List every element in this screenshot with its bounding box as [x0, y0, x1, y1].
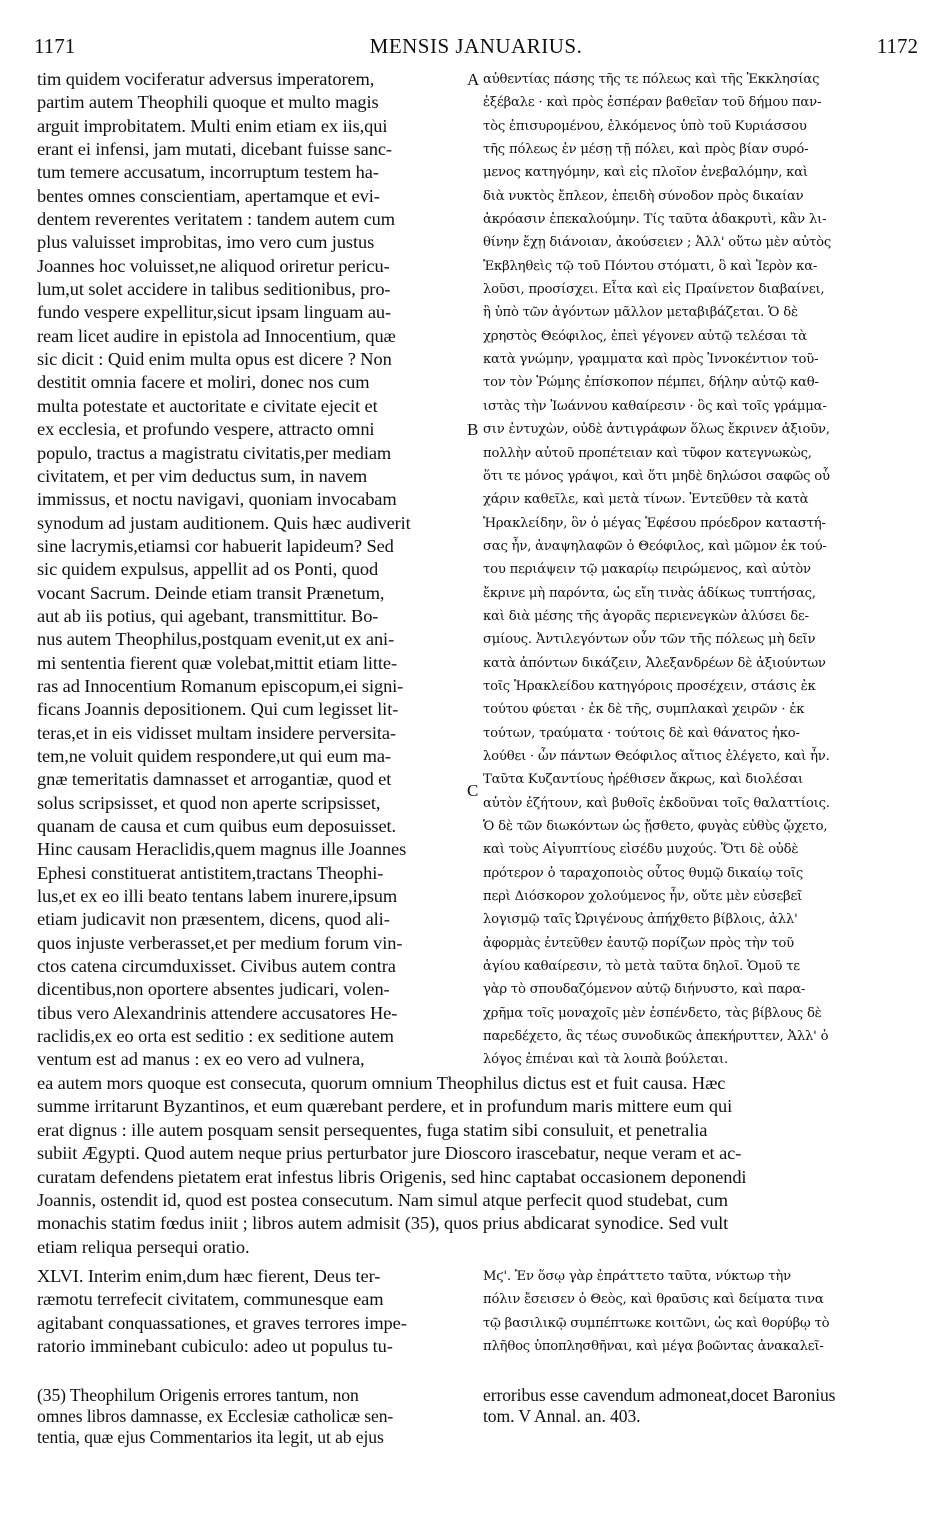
section-latin-line: XLVI. Interim enim,dum hæc fierent, Deus ter-: [37, 1266, 381, 1286]
latin-line: Hinc causam Heraclidis,quem magnus ille Joannes: [37, 839, 407, 860]
running-title: MENSIS JANUARIUS.: [369, 34, 583, 58]
greek-line: λούθει · ὧν πάντων Θεόφιλος αἴτιος ἐλέγετο, καὶ ἦν.: [483, 748, 830, 764]
left-page-number: 1171: [34, 34, 76, 58]
page-header: [30, 34, 922, 62]
latin-line: raclidis,ex eo orta est seditio : ex seditione autem: [37, 1026, 394, 1047]
greek-line: κατὰ ἀπόντων δικάζειν, Ἀλεξανδρέων δὲ ἀξιούντων: [483, 655, 826, 671]
full-width-text: [37, 1072, 921, 1259]
latin-line: Ephesi constituerat antistitem,tractans Theophi-: [37, 862, 384, 883]
greek-line: Ἐκβληθεὶς τῷ τοῦ Πόντου στόματι, ὃ καὶ Ἱερὸν κα-: [483, 258, 818, 274]
greek-line: ἔκρινε μὴ παρόντα, ὡς εἴη τινὰς ἀδίκως τυπτήσας,: [483, 585, 816, 601]
greek-line: ιστὰς τὴν Ἰωάννου καθαίρεσιν · ὃς καὶ τοῖς γράμμα-: [483, 398, 827, 414]
full-width-line: ea autem mors quoque est consecuta, quorum omnium Theophilus dictus est et fuit causa. Hæc: [37, 1073, 726, 1093]
latin-line: lum,ut solet accidere in talibus seditionibus, pro-: [37, 279, 391, 300]
latin-line: vocant Sacrum. Deinde etiam transit Prænetum,: [37, 582, 385, 603]
latin-line: sine lacrymis,etiamsi cor habuerit lapideum? Sed: [37, 535, 394, 556]
latin-line: fundo vespere expellitur,sicut ipsam linguam au-: [37, 302, 392, 323]
latin-line: immissus, et noctu navigavi, quoniam invocabam: [37, 489, 397, 510]
section-greek-line: τῷ βασιλικῷ συμπέπτωκε κοιτῶνι, ὡς καὶ θορύβῳ τὸ: [483, 1315, 830, 1331]
greek-line: κατὰ γνώμην, γραμματα καὶ πρὸς Ἰννοκέντιον τοῦ-: [483, 352, 819, 368]
section-latin-line: ræmotu terrefecit civitatem, communesque eam: [37, 1289, 384, 1310]
latin-line: ctos catena circumduxisset. Civibus autem contra: [37, 956, 396, 977]
latin-line: quos injuste verberasset,et per medium forum vin-: [37, 932, 403, 953]
greek-line: διὰ νυκτὸς ἔπλεον, ἐπειδὴ σύνοδον πρὸς δικαίαν: [483, 188, 804, 204]
greek-line: λοῦσι, προσίσχει. Εἶτα καὶ εἰς Πραίνετον διαβαίνει,: [483, 282, 825, 298]
greek-line: καὶ τοὺς Αἰγυπτίους εἰσέδυ μυχούς. Ὅτι δὲ οὐδὲ: [483, 842, 799, 858]
section-latin-line: ratorio imminebant cubiculo: adeo ut populus tu-: [37, 1336, 393, 1357]
greek-line: ἀκρόασιν ἐπεκαλούμην. Τίς ταῦτα ἀδακρυτὶ, κἂν λι-: [483, 212, 827, 228]
greek-line: σμίους. Ἀντιλεγόντων οὖν τῶν τῆς πόλεως μὴ δεῖν: [483, 632, 816, 648]
footnote-left: [37, 1385, 469, 1448]
greek-line: πολλὴν αὐτοῦ προπέτειαν καὶ τῦφον κατεγνωκὼς,: [483, 445, 812, 461]
latin-line: mi sententia fierent quæ volebat,mittit etiam litte-: [37, 652, 397, 673]
greek-line: ὅτι τε μόνος γράψοι, καὶ ὅτι μηδὲ δηλώσοι σαφῶς οὗ: [483, 468, 830, 484]
latin-line: aut ab iis potius, qui agebant, transmittitur. Bo-: [37, 605, 379, 626]
footnote-line: erroribus esse cavendum admoneat,docet Baronius: [483, 1385, 836, 1405]
footnote-line: tentia, quæ ejus Commentarios ita legit, ut ab ejus: [37, 1427, 384, 1447]
greek-line: ἁγίου καθαίρεσιν, τὸ μετὰ ταῦτα δηλοῖ. Ὁμοῦ τε: [483, 959, 800, 975]
footnote-line: omnes libros damnasse, ex Ecclesiæ catholicæ sen-: [37, 1406, 394, 1426]
greek-line: τούτου φύεται · ἐκ δὲ τῆς, συμπλακαὶ χειρῶν · ἐκ: [483, 702, 805, 718]
greek-line: τον τὸν Ῥώμης ἐπίσκοπον πέμπει, δήλην αὐτῷ καθ-: [483, 375, 819, 391]
latin-line: ficans Joannis depositionem. Qui cum legisset lit-: [37, 699, 399, 720]
latin-line: ex ecclesia, et profundo vespere, attracto omni: [37, 419, 375, 440]
latin-line: synodum ad justam auditionem. Quis hæc audiverit: [37, 512, 411, 533]
latin-line: solus scripsisset, et quod non aperte scripsisset,: [37, 792, 381, 813]
greek-line: καὶ διὰ μέσης τῆς ἀγορᾶς περιενεγκὼν ἁλύσει δε-: [483, 608, 809, 624]
latin-line: plus valuisset improbitas, imo vero cum justus: [37, 232, 375, 253]
greek-line: ἐξέβαλε · καὶ πρὸς ἑσπέραν βαθεῖαν τοῦ δήμου παν-: [483, 95, 822, 111]
greek-line: περὶ Διόσκορον χολούμενος ἦν, οὔτε μὲν εὐσεβεῖ: [483, 889, 803, 905]
section-greek-line: πλῆθος ὑποπλησθῆναι, καὶ μέγα βοῶντας ἀνακαλεῖ-: [483, 1339, 824, 1355]
greek-line: λόγος ἐπιέναι καὶ τὰ λοιπὰ βούλεται.: [483, 1052, 728, 1068]
footnote-right: [483, 1385, 921, 1427]
section-greek-line: Μϛ'. Ἐν ὅσῳ γὰρ ἐπράττετο ταῦτα, νύκτωρ τὴν: [483, 1269, 791, 1284]
latin-line: tum temere accusatum, incorruptum testem ha-: [37, 162, 379, 183]
full-width-line: subiit Ægypti. Quod autem neque prius perturbator jure Dioscoro irascebatur, neque veram et ac-: [37, 1143, 742, 1164]
margin-mark-c: C: [467, 781, 479, 800]
latin-line: ras ad Innocentium Romanum episcopum,ei signi-: [37, 675, 404, 696]
latin-line: erant ei infensi, jam mutati, dicebant fuisse sanc-: [37, 139, 392, 160]
greek-line: αὐτὸν ἐζήτουν, καὶ βυθοῖς ἐκδοῦναι τοῖς θαλαττίοις.: [483, 795, 830, 811]
greek-line: αὐθεντίας πάσης τῆς τε πόλεως καὶ τῆς Ἐκκλησίας: [483, 72, 820, 87]
latin-line: ventum est ad manus : ex eo vero ad vulnera,: [37, 1049, 365, 1070]
greek-line: πρότερον ὁ ταραχοποιὸς οὗτος θυμῷ δικαίῳ τοῖς: [483, 865, 804, 881]
latin-line: destitit omnia facere et moliri, donec nos cum: [37, 372, 370, 393]
latin-line: nus autem Theophilus,postquam evenit,ut ex ani-: [37, 629, 395, 650]
full-width-line: monachis statim fœdus iniit ; libros autem admisit (35), quos prius abdicarat synodice. Sed vult: [37, 1213, 729, 1234]
latin-line: quanam de causa et cum quibus eum deposuisset.: [37, 816, 397, 836]
greek-line: μενος κατηγόμην, καὶ εἰς πλοῖον ἐνεβαλόμην, καὶ: [483, 165, 808, 181]
greek-line: σιν ἐντυχὼν, οὐδὲ ἀντιγράφων ὅλως ἔκρινεν ἀξιοῦν,: [483, 422, 830, 438]
latin-line: lus,et ex eo illi beato tentans labem inurere,ipsum: [37, 886, 398, 907]
greek-line: τούτων, τραύματα · τούτοις δὲ καὶ θάνατος ἠκο-: [483, 725, 800, 741]
greek-line: παρεδέχετο, ἃς τέως συνοδικῶς ἀπεκήρυττεν, Ἀλλ' ὁ: [483, 1029, 829, 1045]
full-width-line: etiam reliqua persequi oratio.: [37, 1236, 250, 1257]
latin-line: civitatem, et per vim deductus sum, in navem: [37, 465, 368, 486]
greek-line: τοῖς Ἡρακλείδου κατηγόροις προσέχειν, στάσις ἐκ: [483, 678, 816, 694]
latin-line: etiam judicavit non præsentem, dicens, quod ali-: [37, 909, 390, 930]
section-latin-line: agitabant conquassationes, et graves terrores impe-: [37, 1312, 407, 1333]
latin-line: bentes omnes conscientiam, apertamque et evi-: [37, 185, 380, 206]
footnote-line: (35) Theophilum Origenis errores tantum, non: [37, 1385, 359, 1405]
greek-line: γὰρ τὸ σπουδαζόμενον αὐτῷ διήνυστο, καὶ παρα-: [483, 982, 806, 998]
section-latin: [37, 1265, 469, 1358]
full-width-line: erat dignus : ille autem posquam sensit persequentes, fuga statim sibi consuluit, et penetralia: [37, 1119, 708, 1140]
greek-line: ἢ ὑπὸ τῶν ἀγόντων μᾶλλον μεταβιβάζεται. Ὁ δὲ: [483, 305, 798, 321]
greek-line: Ὁ δὲ τῶν διωκόντων ὡς ᾔσθετο, φυγὰς εὐθὺς ᾤχετο,: [483, 819, 828, 834]
latin-line: dicentibus,non oportere absentes judicari, volen-: [37, 979, 390, 1000]
greek-line: Ἡρακλείδην, ὃν ὁ μέγας Ἐφέσου πρόεδρον καταστή-: [483, 515, 826, 531]
latin-line: gnæ temeritatis damnasset et arrogantiæ, quod et: [37, 769, 392, 790]
latin-line: sic quidem expulsus, appellit ad os Ponti, quod: [37, 559, 379, 580]
greek-line: ἀφορμὰς ἐντεῦθεν ἑαυτῷ πορίζων πρὸς τὴν τοῦ: [483, 935, 794, 951]
greek-line: λογισμῷ ταῖς Ὠριγένους ἀπήχθετο βίβλοις, ἀλλ': [483, 912, 798, 928]
full-width-line: Joannis, ostendit id, quod est postea consecutum. Nam simul atque perfecit quod studebat, cum: [37, 1189, 728, 1210]
latin-line: populo, tractus a magistratu civitatis,per mediam: [37, 442, 392, 463]
greek-line: χρηστὸς Θεόφιλος, ἐπεὶ γέγονεν αὐτῷ τελέσαι τὰ: [483, 328, 807, 344]
latin-line: sic dicit : Quid enim multa opus est dicere ? Non: [37, 349, 392, 370]
greek-line: σας ἦν, ἀναψηλαφῶν ὁ Θεόφιλος, καὶ μῶμον ἐκ τού-: [483, 538, 827, 554]
full-width-line: curatam defendens pietatem erat infestus libris Origenis, sed hinc captabat occasionem deponendi: [37, 1166, 747, 1187]
latin-column: [37, 68, 469, 1072]
latin-line: multa potestate et auctoritate e civitate ejecit et: [37, 395, 378, 416]
latin-line: tem,ne voluit quidem respondere,ut qui eum ma-: [37, 745, 391, 766]
greek-line: χρῆμα τοῖς μοναχοῖς μὲν ἐσπένδετο, τὰς βίβλους δὲ: [483, 1005, 822, 1021]
margin-mark-a: A: [467, 70, 480, 89]
latin-line: arguit improbitatem. Multi enim etiam ex iis,qui: [37, 115, 388, 136]
latin-line: tibus vero Alexandrinis attendere accusatores He-: [37, 1002, 398, 1023]
full-width-line: summe irritarunt Byzantinos, et eum quærebant perdere, et in profundum maris mittere eum qui: [37, 1096, 733, 1117]
margin-mark-b: B: [467, 420, 479, 439]
greek-column: [483, 68, 921, 1072]
latin-line: teras,et in eis vidisset multam insidere perversita-: [37, 722, 396, 743]
greek-line: τὸς ἐπισυρομένου, ἑλκόμενος ὑπὸ τοῦ Κυριάσσου: [483, 118, 807, 134]
section-greek: [483, 1265, 921, 1358]
greek-line: χάριν καθεῖλε, καὶ μετὰ τίνων. Ἐντεῦθεν τὰ κατὰ: [483, 492, 809, 508]
latin-line: partim autem Theophili quoque et multo magis: [37, 92, 379, 113]
right-page-number: 1172: [876, 34, 918, 58]
footnote-line: tom. V Annal. an. 403.: [483, 1406, 641, 1426]
latin-line: tim quidem vociferatur adversus imperatorem,: [37, 69, 375, 89]
latin-line: Joannes hoc voluisset,ne aliquod oriretur pericu-: [37, 255, 390, 276]
greek-line: Ταῦτα Κυζαντίους ἠρέθισεν ἄκρως, καὶ διολέσαι: [483, 772, 803, 788]
greek-line: τῆς πόλεως ἐν μέσῃ τῇ πόλει, καὶ πρὸς βίαν συρό-: [483, 142, 809, 158]
section-greek-line: πόλιν ἔσεισεν ὁ Θεὸς, καὶ θραῦσις καὶ δείματα τινα: [483, 1292, 824, 1308]
greek-line: του περιάψειν τῷ μακαρίῳ πειρώμενος, καὶ αὐτὸν: [483, 562, 811, 578]
greek-line: θίνην ἔχῃ διάνοιαν, ἀκούσειεν ; Ἀλλ' οὕτω μὲν αὐτὸς: [483, 235, 832, 251]
latin-line: dentem reverentes veritatem : tandem autem cum: [37, 209, 395, 230]
latin-line: ream licet audire in epistola ad Innocentium, quæ: [37, 325, 396, 346]
